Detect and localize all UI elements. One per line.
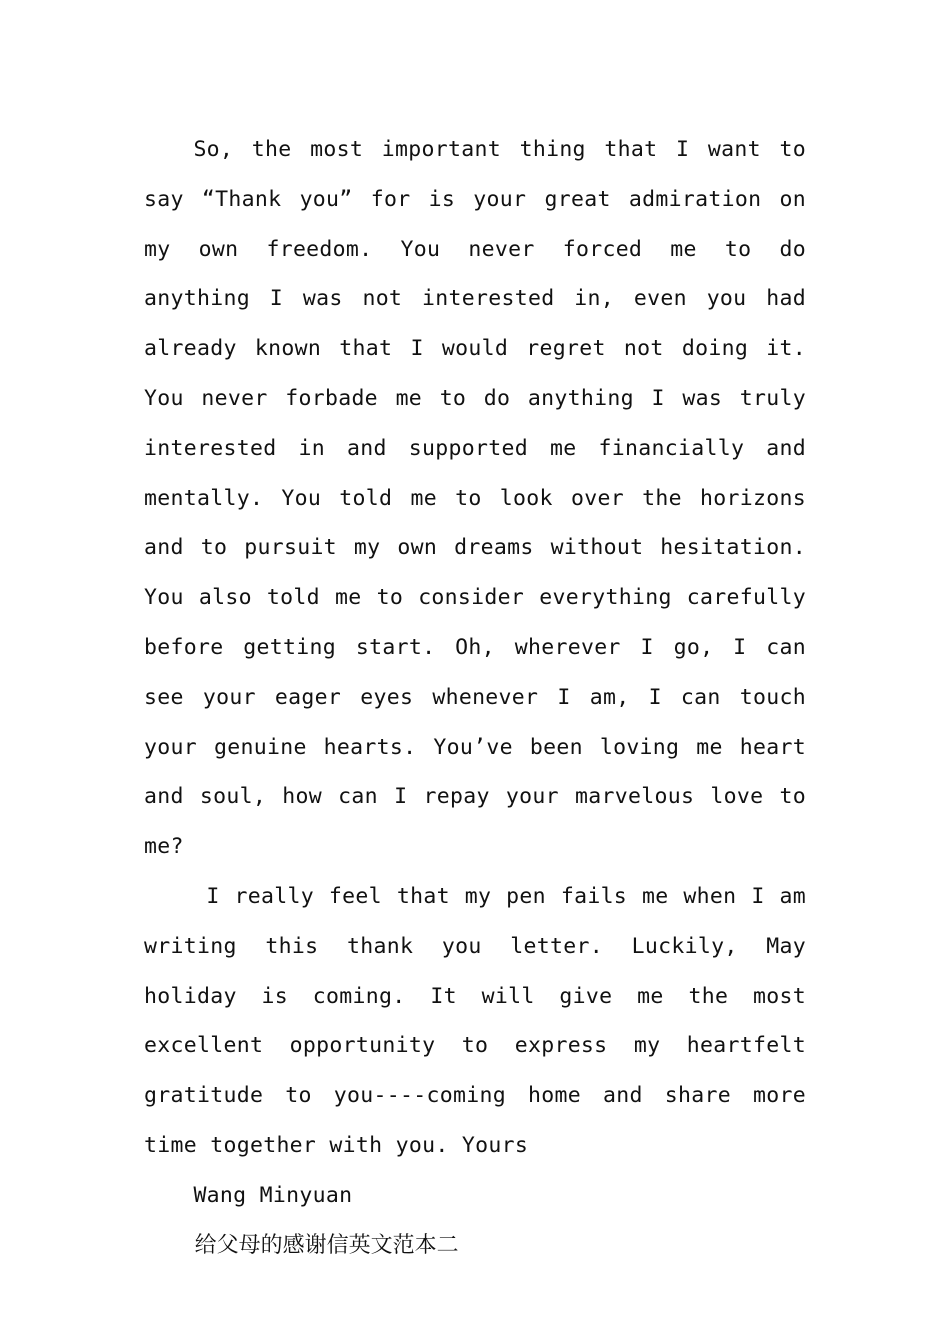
section-heading: 给父母的感谢信英文范本二 (194, 1232, 459, 1258)
letter-body (144, 125, 806, 1270)
paragraph-thanks-freedom: So, the most important thing that I want to say “Thank you” for is your great admiration on my own freedom. You never forced me to do anything I was not interested in, even you had already known that I would regret not doing it. You never forbade me to do anything I was truly interested in and supported me financially and mentally. You told me to look over the horizons and to pursuit my own dreams without hesitation. You also told me to consider everything carefully before getting start. Oh, wherever I go, I can see your eager eyes whenever I am, I can touch your genuine hearts. You’ve been loving me heart and soul, how can I repay your marvelous love to me? (144, 137, 806, 860)
paragraph-may-holiday: I really feel that my pen fails me when I am writing this thank you letter. Luckily, May holiday is coming. It will give me the most excellent opportunity to express my heartfelt gratitude to you----coming home and share more time together with you. Yours (144, 883, 806, 1158)
signature: Wang Minyuan (193, 1182, 353, 1208)
